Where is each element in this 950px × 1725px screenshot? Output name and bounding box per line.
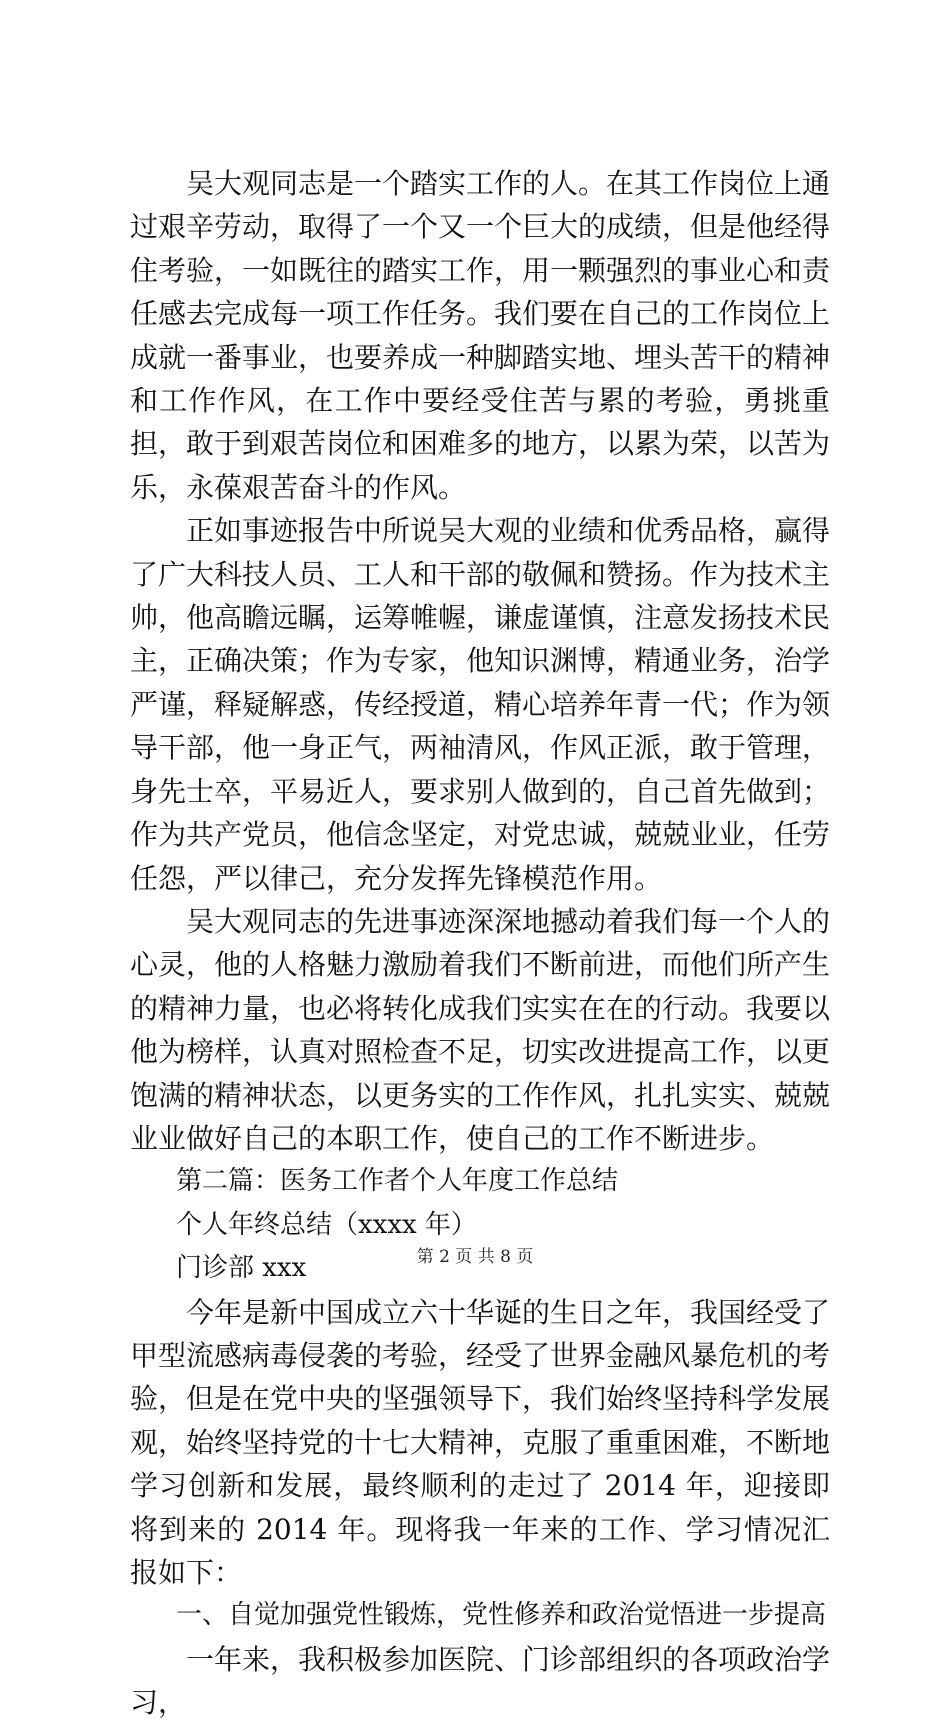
paragraph-4: 今年是新中国成立六十华诞的生日之年，我国经受了甲型流感病毒侵袭的考验，经受了世界金融风暴危机的考验，但是在党中央的坚强领导下，我们始终坚持科学发展观，始终坚持党的十七大精神，克服了重重困难，不断地学习创新和发展，最终顺利的走过了 2014 年，迎接即将到来的 2014 年。现将我一年来的工作、学习情况汇报如下：	[130, 1295, 831, 1589]
section-title: 第二篇：医务工作者个人年度工作总结	[176, 1166, 619, 1197]
page-number: 第 2 页 共 8 页	[416, 1247, 534, 1267]
paragraph-3: 吴大观同志的先进事迹深深地撼动着我们每一个人的心灵，他的人格魅力激励着我们不断前进，而他们所产生的精神力量，也必将转化成我们实实在在的行动。我要以他为榜样，认真对照检查不足，切实改进提高工作，以更饱满的精神状态，以更务实的工作作风，扎扎实实、兢兢业业做好自己的本职工作，使自己的工作不断进步。	[130, 904, 831, 1155]
paragraph-5: 一年来，我积极参加医院、门诊部组织的各项政治学习，	[130, 1642, 831, 1720]
subsection-heading: 一、自觉加强党性锻炼，党性修养和政治觉悟进一步提高	[176, 1600, 827, 1631]
paragraph-2: 正如事迹报告中所说吴大观的业绩和优秀品格，赢得了广大科技人员、工人和干部的敬佩和赞扬。作为技术主帅，他高瞻远瞩，运筹帷幄，谦虚谨慎，注意发扬技术民主，正确决策；作为专家，他知识渊博，精通业务，治学严谨，释疑解惑，传经授道，精心培养年青一代；作为领导干部，他一身正气，两袖清风，作风正派，敢于管理，身先士卒，平易近人，要求别人做到的，自己首先做到；作为共产党员，他信念坚定，对党忠诚，兢兢业业，任劳任怨，严以律己，充分发挥先锋模范作用。	[130, 514, 831, 895]
paragraph-1: 吴大观同志是一个踏实工作的人。在其工作岗位上通过艰辛劳动，取得了一个又一个巨大的成绩，但是他经得住考验，一如既往的踏实工作，用一颗强烈的事业心和责任感去完成每一项工作任务。我们要在自己的工作岗位上成就一番事业，也要养成一种脚踏实地、埋头苦干的精神和工作作风，在工作中要经受住苦与累的考验，勇挑重担，敢于到艰苦岗位和困难多的地方，以累为荣，以苦为乐，永葆艰苦奋斗的作风。	[130, 167, 831, 504]
document-body	[130, 162, 830, 1725]
report-title: 个人年终总结（xxxx 年）	[176, 1209, 477, 1240]
author-line: 门诊部 xxx	[176, 1253, 307, 1284]
